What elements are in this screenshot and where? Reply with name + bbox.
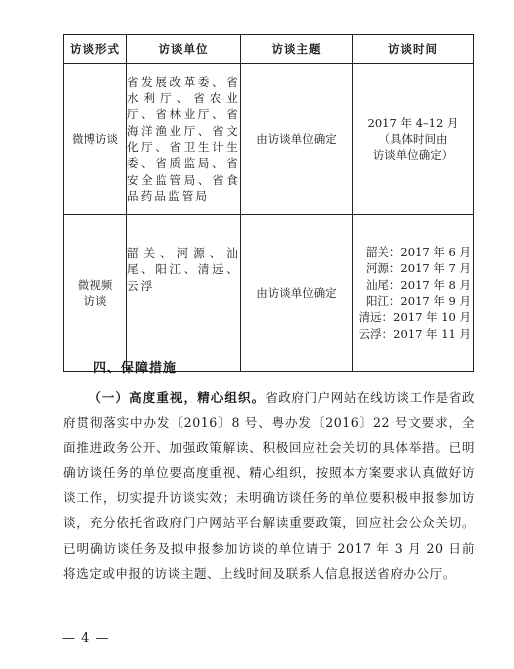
time-note: （具体时间由 xyxy=(378,131,448,146)
cell-form: 微视频访谈 xyxy=(64,215,127,372)
time-slot: 河源：2017 年 7 月 xyxy=(365,261,471,276)
header-unit: 访谈单位 xyxy=(127,35,241,64)
time-slot: 清远：2017 年 10 月 xyxy=(358,310,471,325)
table-row xyxy=(64,215,474,372)
table-row xyxy=(64,64,474,215)
cell-theme: 由访谈单位确定 xyxy=(241,215,353,372)
cell-theme: 由访谈单位确定 xyxy=(241,64,353,215)
section-heading: 四、保障措施 xyxy=(93,361,178,376)
page-number: — 4 — xyxy=(62,631,110,646)
header-theme: 访谈主题 xyxy=(241,35,353,64)
cell-time xyxy=(353,64,474,215)
cell-time-slots xyxy=(353,215,474,372)
body-paragraph xyxy=(63,385,475,586)
header-time: 访谈时间 xyxy=(353,35,474,64)
table-header-row xyxy=(64,35,474,64)
time-slot: 汕尾：2017 年 8 月 xyxy=(365,277,471,292)
paragraph-body: 省政府门户网站在线访谈工作是省政府贯彻落实中办发〔2016〕8 号、粤办发〔2016〕22 号文要求，全面推进政务公开、加强政策解读、积极回应社会关切的具体举措。已明确访谈任务的单位要高度重视、精心组织，按照本方案要求认真做好访谈工作，切实提升访谈实效；未明确访谈任务的单位要积极申报参加访谈，充分依托省政府门户网站平台解读重要政策，回应社会公众关切。已明确访谈任务及拟申报参加访谈的单位请于 2017 年 3 月 20 日前将选定或申报的访谈主题、上线时间及联系人信息报送省府办公厅。 xyxy=(63,390,476,581)
interview-schedule-table xyxy=(63,34,474,372)
time-text: 2017 年 4–12 月 xyxy=(367,115,459,130)
time-slot: 阳江：2017 年 9 月 xyxy=(365,294,471,308)
time-slot: 韶关：2017 年 6 月 xyxy=(365,245,471,260)
cell-form: 微博访谈 xyxy=(64,64,127,215)
time-note: 访谈单位确定） xyxy=(372,148,454,163)
cell-units: 省发展改革委、省水利厅、省农业厅、省林业厅、省海洋渔业厅、省文化厅、省卫生计生委、省质监局、省安全监管局、省食品药品监管局 xyxy=(127,64,241,215)
paragraph-lead: （一）高度重视，精心组织。 xyxy=(88,390,266,405)
time-slot: 云浮：2017 年 11 月 xyxy=(358,326,471,341)
cell-units: 韶关、河源、汕尾、阳江、清远、云浮 xyxy=(127,215,241,372)
header-form: 访谈形式 xyxy=(64,35,127,64)
